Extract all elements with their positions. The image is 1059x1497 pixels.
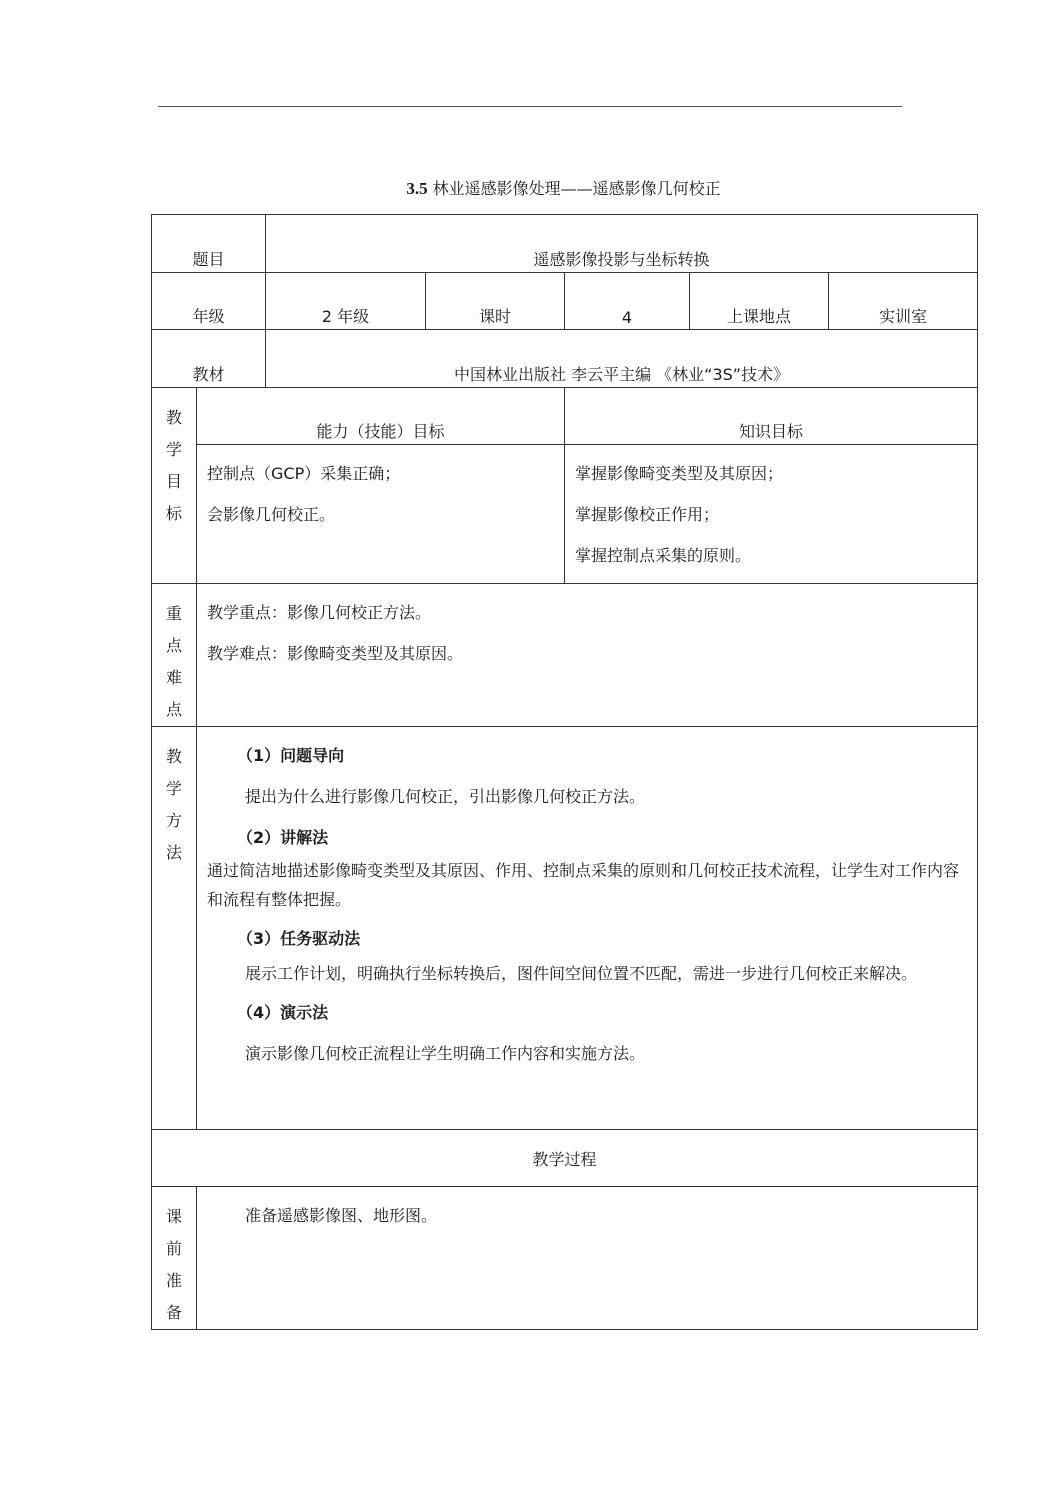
textbook-row	[152, 330, 978, 388]
prep-text: 准备遥感影像图、地形图。	[245, 1206, 438, 1225]
ability-header: 能力（技能）目标	[197, 388, 565, 445]
method-2-title: （2）讲解法	[237, 828, 329, 847]
method-4-title: （4）演示法	[237, 1003, 329, 1022]
ability-item: 会影像几何校正。	[207, 505, 336, 524]
prep-label	[152, 1187, 197, 1330]
label-char: 前	[165, 1239, 182, 1258]
label-char: 方	[165, 811, 182, 830]
key-points-row	[152, 584, 978, 727]
topic-row	[152, 215, 978, 273]
section-number: 3.5	[406, 179, 428, 198]
label-char: 备	[165, 1303, 182, 1322]
method-4-text: 演示影像几何校正流程让学生明确工作内容和实施方法。	[245, 1044, 646, 1063]
grade-row	[152, 273, 978, 330]
label-char: 学	[165, 779, 182, 798]
label-char: 目	[165, 472, 182, 491]
textbook-value: 中国林业出版社 李云平主编 《林业“3S”技术》	[266, 330, 978, 388]
key-point-line: 教学重点：影像几何校正方法。	[207, 603, 432, 622]
topic-label: 题目	[152, 215, 266, 273]
label-char: 法	[165, 843, 182, 862]
textbook-label: 教材	[152, 330, 266, 388]
grade-value: 2 年级	[266, 273, 426, 330]
key-points-content	[197, 584, 978, 727]
key-points-label	[152, 584, 197, 727]
objectives-label	[152, 388, 197, 584]
objectives-content-row	[152, 445, 978, 584]
knowledge-header: 知识目标	[565, 388, 978, 445]
knowledge-item: 掌握影像畸变类型及其原因；	[575, 464, 784, 483]
label-char: 准	[165, 1271, 182, 1290]
label-char: 点	[165, 636, 182, 655]
process-row	[152, 1130, 978, 1187]
ability-list	[197, 445, 565, 584]
methods-content	[197, 727, 978, 1130]
prep-content	[197, 1187, 978, 1330]
method-2-text: 通过简洁地描述影像畸变类型及其原因、作用、控制点采集的原则和几何校正技术流程，让学生对工作内容和流程有整体把握。	[207, 861, 960, 909]
place-label: 上课地点	[690, 273, 829, 330]
method-3-text: 展示工作计划，明确执行坐标转换后，图件间空间位置不匹配，需进一步进行几何校正来解决。	[245, 964, 918, 983]
hours-value: 4	[565, 273, 690, 330]
header-rule	[158, 106, 902, 107]
knowledge-item: 掌握影像校正作用；	[575, 505, 720, 524]
label-char: 点	[165, 700, 182, 719]
label-char: 学	[165, 440, 182, 459]
hours-label: 课时	[426, 273, 565, 330]
label-char: 课	[165, 1207, 182, 1226]
method-1-text: 提出为什么进行影像几何校正，引出影像几何校正方法。	[245, 787, 646, 806]
document-title	[150, 176, 977, 199]
label-char: 标	[165, 504, 182, 523]
ability-item: 控制点（GCP）采集正确；	[207, 464, 401, 483]
title-text: 林业遥感影像处理——遥感影像几何校正	[427, 179, 721, 198]
topic-value: 遥感影像投影与坐标转换	[266, 215, 978, 273]
lesson-plan-table	[151, 214, 978, 1330]
methods-row	[152, 727, 978, 1130]
difficult-point-line: 教学难点：影像畸变类型及其原因。	[207, 644, 464, 663]
knowledge-item: 掌握控制点采集的原则。	[575, 546, 752, 565]
method-1-title: （1）问题导向	[237, 746, 345, 765]
label-char: 教	[165, 408, 182, 427]
label-char: 难	[165, 668, 182, 687]
process-header: 教学过程	[152, 1130, 978, 1187]
place-value: 实训室	[829, 273, 978, 330]
objectives-header-row	[152, 388, 978, 445]
prep-row	[152, 1187, 978, 1330]
methods-label	[152, 727, 197, 1130]
label-char: 教	[165, 747, 182, 766]
grade-label: 年级	[152, 273, 266, 330]
label-char: 重	[165, 604, 182, 623]
method-3-title: （3）任务驱动法	[237, 929, 361, 948]
knowledge-list	[565, 445, 978, 584]
